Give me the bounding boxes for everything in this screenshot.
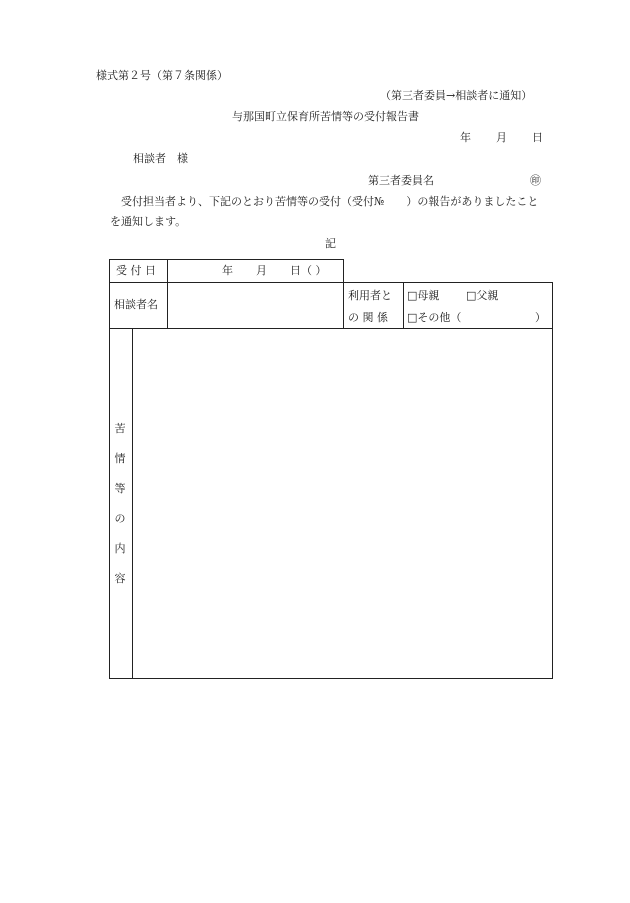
relation-label-line2: の 関 係 [348,311,388,324]
option-other[interactable]: □その他（ [407,311,462,324]
content-label-char: 苦 [114,422,126,435]
body-text-line1: 受付担当者より、下記のとおり苦情等の受付（受付№ ）の報告がありましたこと [121,195,539,208]
form-number: 様式第２号（第７条関係） [96,69,228,82]
reception-year-label: 年 [222,264,233,277]
addressee: 相談者 様 [133,152,188,165]
table-line [552,282,553,679]
date-year-label: 年 [460,131,471,144]
consultant-name-label: 相談者名 [114,298,158,311]
seal-mark: ㊞ [530,174,541,187]
ki-heading: 記 [325,237,336,250]
consultant-name-field[interactable] [169,284,341,326]
body-text-line2: を通知します。 [110,215,187,228]
content-label-char: 容 [114,572,126,585]
reception-day-label: 日（ ） [290,264,327,277]
table-line [109,259,110,679]
reception-month-label: 月 [256,264,267,277]
content-label-char: 情 [114,452,126,465]
content-label-char: 内 [114,542,126,555]
document-title: 与那国町立保育所苦情等の受付報告書 [232,110,419,123]
content-label-char: 等 [114,482,126,495]
relation-label-line1: 利用者と [348,289,392,302]
complaint-content-area[interactable] [134,330,551,676]
content-label-char: の [114,512,126,525]
table-line [109,328,553,329]
route-note: （第三者委員→相談者に通知） [380,89,533,102]
table-line [403,282,404,329]
date-day-label: 日 [532,131,543,144]
table-line [109,678,553,679]
option-mother[interactable]: □母親 [407,289,440,302]
date-month-label: 月 [496,131,507,144]
option-other-close: ） [535,311,546,324]
option-father[interactable]: □父親 [466,289,499,302]
reception-date-label: 受 付 日 [116,264,156,277]
table-line [109,259,344,260]
table-line [343,259,344,329]
table-line [167,259,168,329]
table-line [132,328,133,679]
committee-name-label: 第三者委員名 [368,174,434,187]
table-line [109,282,553,283]
